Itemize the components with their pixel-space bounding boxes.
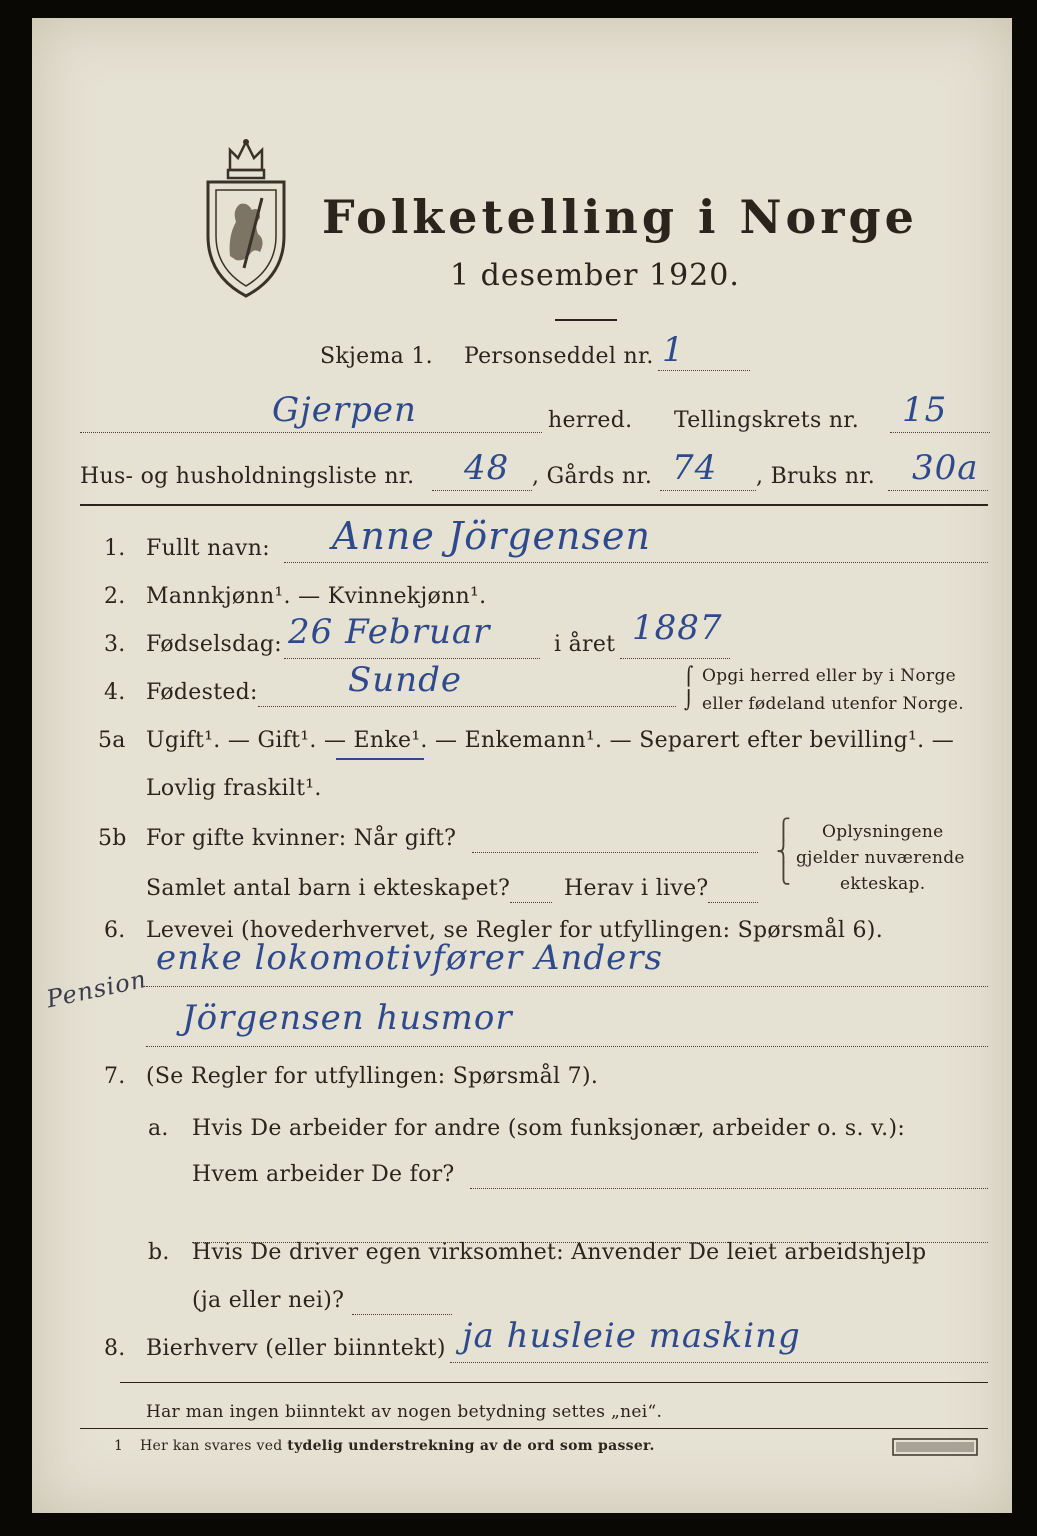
q1-field-line — [284, 562, 988, 563]
skjema-label: Skjema 1. — [320, 344, 433, 369]
q1-label: Fullt navn: — [146, 536, 270, 561]
birthyear-field-line — [620, 658, 730, 659]
form-title: Folketelling i Norge — [322, 190, 918, 244]
hired-help-field-line — [352, 1314, 452, 1315]
herred-field-line — [80, 432, 542, 433]
q4-brace: ⌠ — [684, 666, 694, 687]
marital-status-options-cont: Lovlig fraskilt¹. — [146, 776, 322, 801]
occupation-value-2[interactable]: Jörgensen husmor — [182, 998, 513, 1038]
q7-number: 7. — [104, 1064, 126, 1089]
bruks-label: , Bruks nr. — [756, 464, 876, 489]
bruks-field-line — [888, 490, 988, 491]
tellingskrets-value[interactable]: 15 — [902, 390, 948, 430]
q7-label: (Se Regler for utfyllingen: Spørsmål 7). — [146, 1064, 599, 1089]
q3-label: Fødselsdag: — [146, 632, 283, 657]
footnote-text-bold: tydelig understrekning av de ord som passer. — [287, 1438, 655, 1454]
secondary-income-field-line — [450, 1362, 988, 1363]
q8-number: 8. — [104, 1336, 126, 1361]
occupation-field-line-2 — [146, 1046, 988, 1047]
q5b-brace: ⎧ ⎨ ⎩ — [776, 817, 791, 885]
header-separator — [80, 504, 988, 506]
birthdate-value[interactable]: 26 Februar — [288, 612, 491, 652]
occupation-value-1[interactable]: enke lokomotivfører Anders — [156, 938, 663, 978]
herred-label: herred. — [548, 408, 633, 433]
marital-status-selection-underline — [336, 758, 424, 760]
q4-note-line-1: Opgi herred eller by i Norge — [702, 666, 956, 686]
employer-field-line-1 — [470, 1188, 988, 1189]
birthyear-value[interactable]: 1887 — [632, 608, 723, 648]
q5b-note-line-1: Oplysningene — [822, 822, 944, 842]
full-name-value[interactable]: Anne Jörgensen — [332, 514, 651, 558]
q4-note-line-2: eller fødeland utenfor Norge. — [702, 694, 964, 714]
form-date: 1 desember 1920. — [450, 258, 740, 293]
birthdate-field-line — [284, 658, 540, 659]
children-field-line — [510, 902, 552, 903]
q5b-children-label: Samlet antal barn i ekteskapet? — [146, 876, 511, 901]
alive-field-line — [708, 902, 758, 903]
birthplace-field-line — [258, 706, 676, 707]
q5b-married-when-label: For gifte kvinner: Når gift? — [146, 826, 457, 851]
q6-label: Levevei (hovederhvervet, se Regler for utfyllingen: Spørsmål 6). — [146, 918, 883, 943]
q4-number: 4. — [104, 680, 126, 705]
marital-status-options: Ugift¹. — Gift¹. — Enke¹. — Enkemann¹. — Separert efter bevilling¹. — — [146, 728, 955, 753]
q6-number: 6. — [104, 918, 126, 943]
personseddel-label: Personseddel nr. — [464, 344, 654, 369]
q8-label: Bierhverv (eller biinntekt) — [146, 1336, 446, 1361]
q7b-letter: b. — [148, 1240, 170, 1265]
q4-brace-lower: ⌡ — [684, 690, 694, 711]
footnote-separator — [80, 1428, 988, 1429]
q3-number: 3. — [104, 632, 126, 657]
q5b-note-line-3: ekteskap. — [840, 874, 926, 894]
q5b-alive-label: Herav i live? — [564, 876, 709, 901]
coat-of-arms-icon — [200, 136, 292, 301]
herred-value[interactable]: Gjerpen — [272, 390, 417, 430]
hus-label: Hus- og husholdningsliste nr. — [80, 464, 415, 489]
margin-annotation: Pension — [44, 964, 150, 1014]
q7a-letter: a. — [148, 1116, 169, 1141]
footer-separator — [120, 1382, 988, 1383]
tellingskrets-field-line — [890, 432, 990, 433]
q7a-label: Hvis De arbeider for andre (som funksjonær, arbeider o. s. v.): — [192, 1116, 906, 1141]
married-when-field-line — [472, 852, 758, 853]
gards-value[interactable]: 74 — [672, 448, 718, 488]
q4-label: Fødested: — [146, 680, 258, 705]
footer-note: Har man ingen biinntekt av nogen betydning settes „nei“. — [146, 1402, 663, 1422]
personseddel-field-line — [658, 370, 750, 371]
title-divider — [555, 319, 617, 321]
q1-number: 1. — [104, 536, 126, 561]
printer-stamp-icon — [892, 1438, 978, 1456]
footnote-mark: 1 — [114, 1438, 124, 1454]
q5b-number: 5b — [98, 826, 127, 851]
census-form-sheet — [32, 18, 1012, 1513]
gards-field-line — [660, 490, 756, 491]
q5b-note-line-2: gjelder nuværende — [796, 848, 965, 868]
q7b-label: Hvis De driver egen virksomhet: Anvender De leiet arbeidshjelp — [192, 1240, 927, 1265]
birthplace-value[interactable]: Sunde — [348, 660, 462, 700]
hus-value[interactable]: 48 — [464, 448, 510, 488]
q3-year-label: i året — [554, 632, 616, 657]
bruks-value[interactable]: 30a — [912, 448, 979, 488]
q5a-number: 5a — [98, 728, 126, 753]
gards-label: , Gårds nr. — [532, 464, 653, 489]
tellingskrets-label: Tellingskrets nr. — [674, 408, 859, 433]
personseddel-value[interactable]: 1 — [662, 330, 685, 370]
footnote-text-plain: Her kan svares ved — [140, 1438, 288, 1454]
q7b-hired-help-label: (ja eller nei)? — [192, 1288, 345, 1313]
q7a-employer-label: Hvem arbeider De for? — [192, 1162, 455, 1187]
q2-number: 2. — [104, 584, 126, 609]
footnote-text — [140, 1438, 655, 1454]
gender-options: Mannkjønn¹. — Kvinnekjønn¹. — [146, 584, 487, 609]
occupation-field-line-1 — [146, 986, 988, 987]
secondary-income-value[interactable]: ja husleie masking — [462, 1316, 801, 1356]
hus-field-line — [432, 490, 532, 491]
